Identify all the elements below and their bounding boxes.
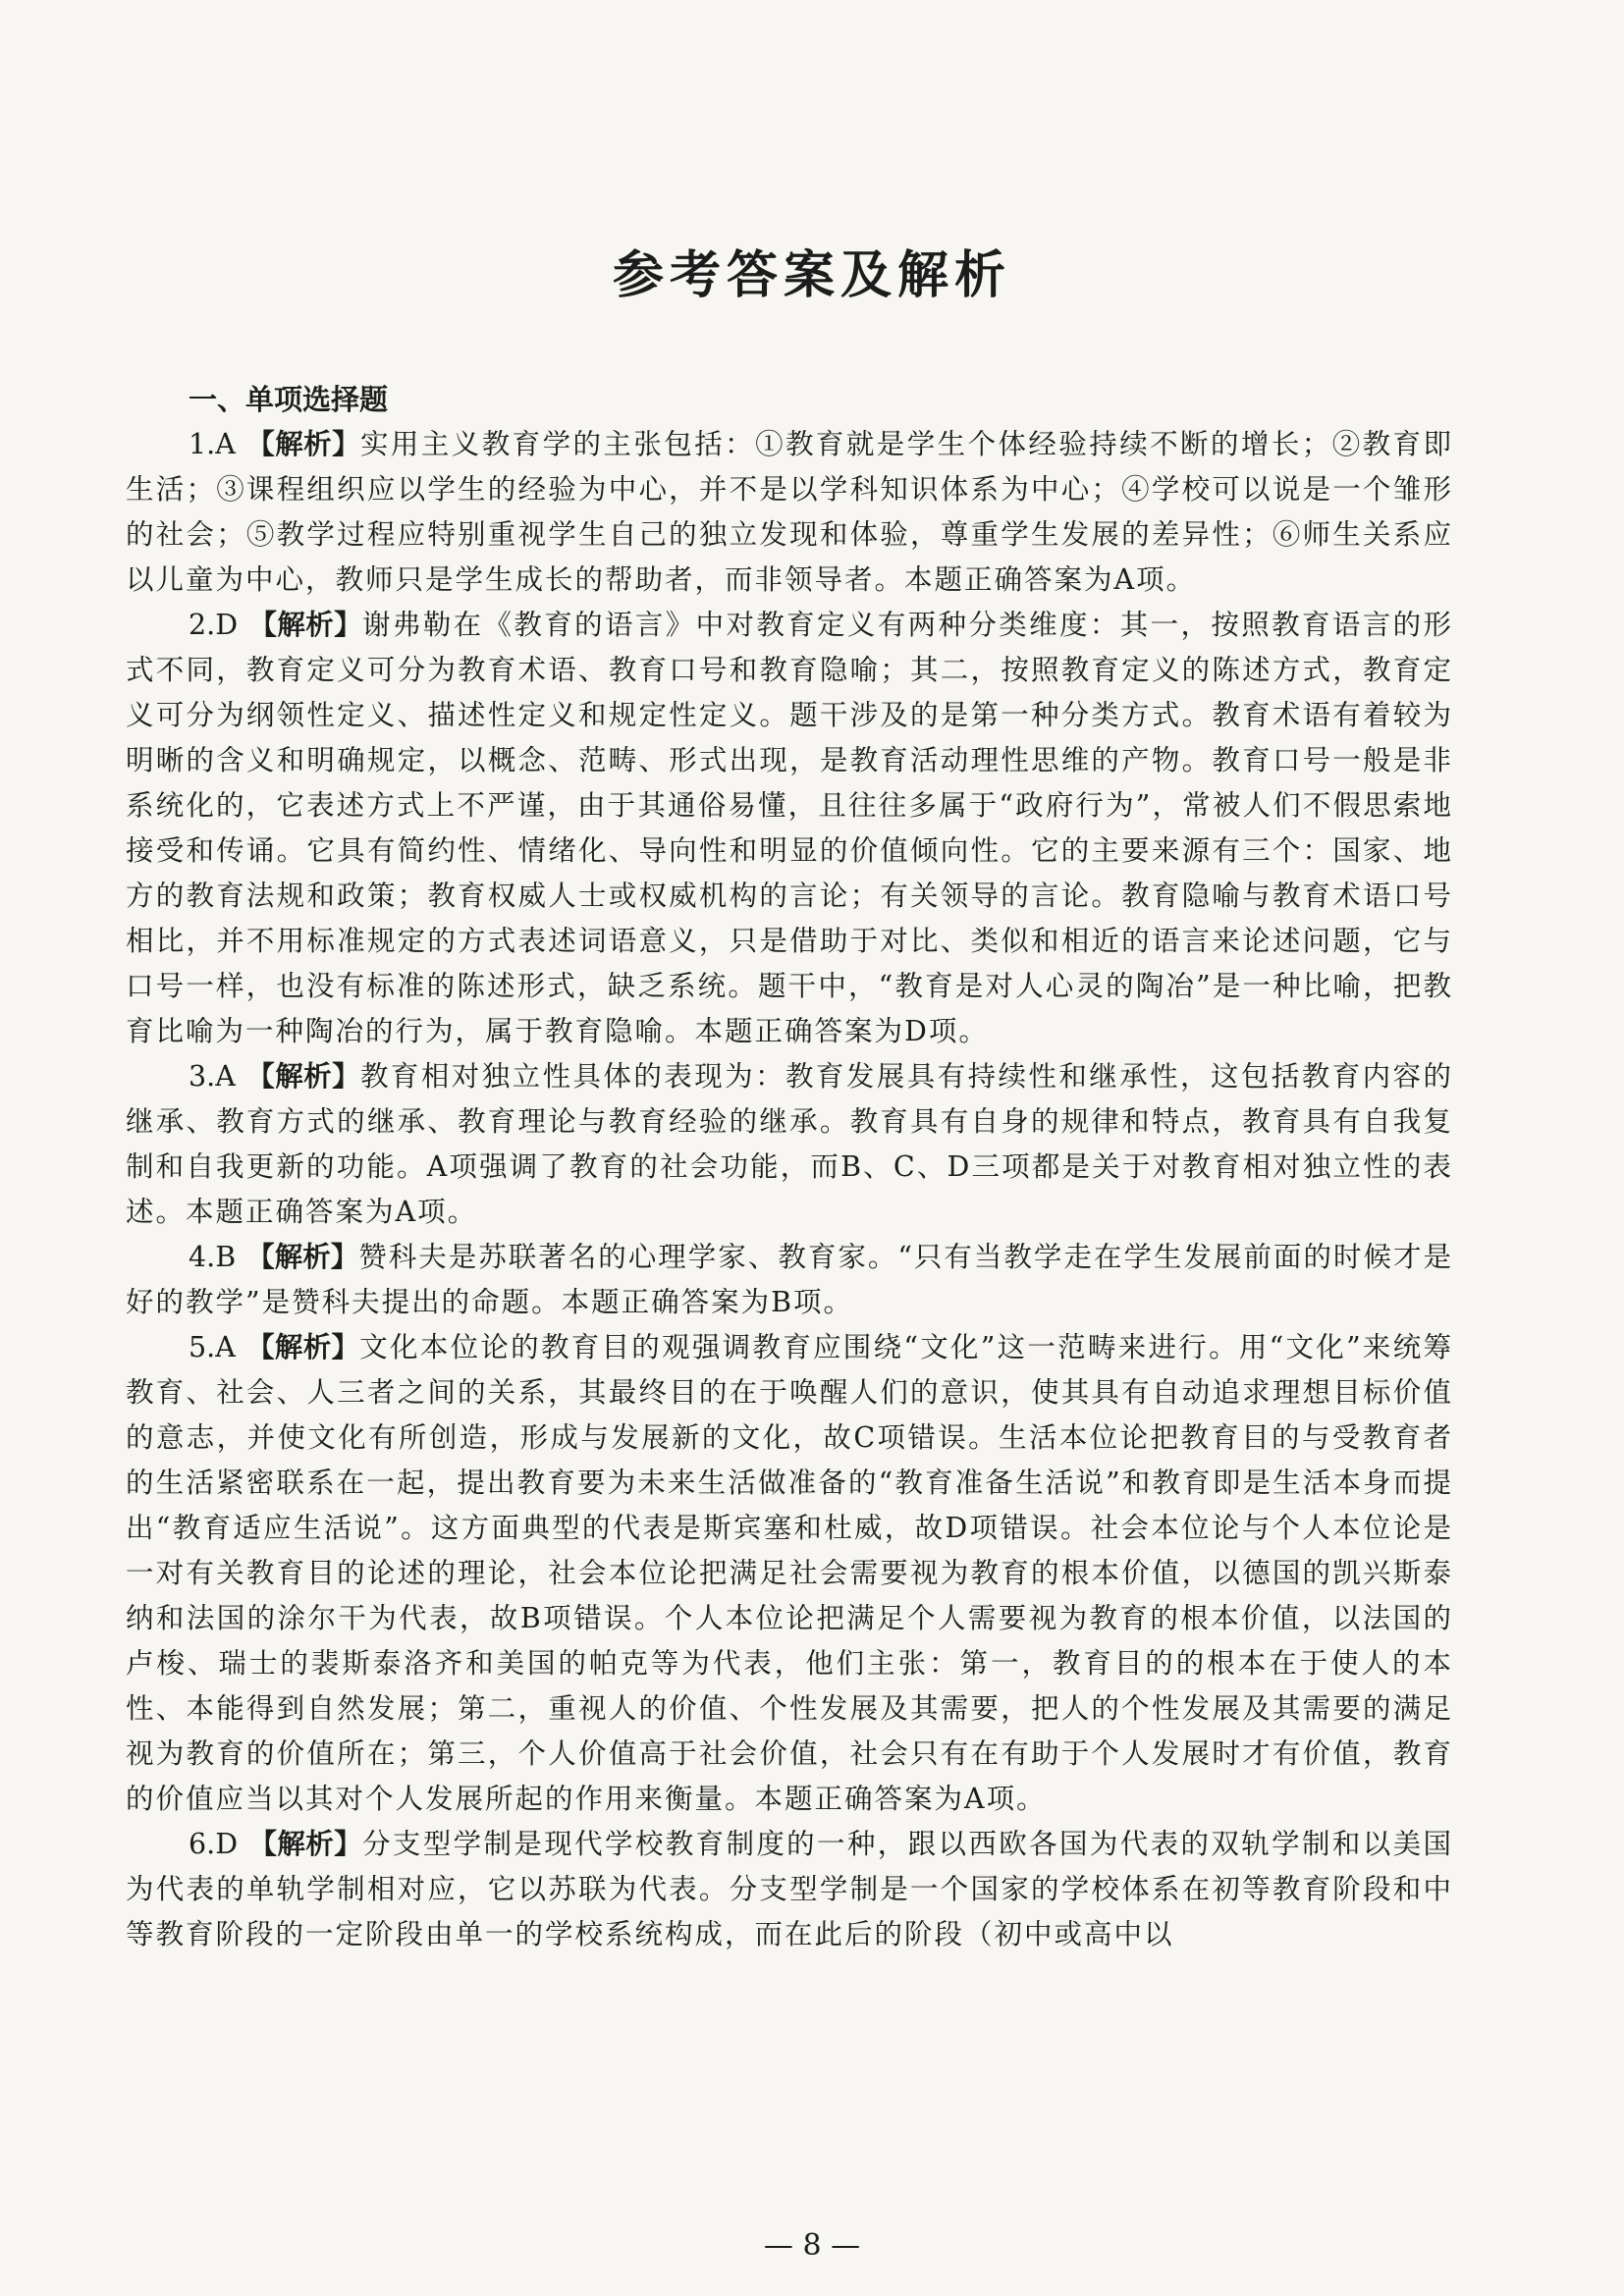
answer-item-6 <box>126 1822 1453 1957</box>
answer-item-1 <box>126 422 1453 603</box>
answer-item-4 <box>126 1235 1453 1325</box>
answer-item-3 <box>126 1054 1453 1235</box>
answer-text: 谢弗勒在《教育的语言》中对教育定义有两种分类维度：其一，按照教育语言的形式不同，教育定义可分为教育术语、教育口号和教育隐喻；其二，按照教育定义的陈述方式，教育定义可分为纲领性定义、描述性定义和规定性定义。题干涉及的是第一种分类方式。教育术语有着较为明晰的含义和明确规定，以概念、范畴、形式出现，是教育活动理性思维的产物。教育口号一般是非系统化的，它表述方式上不严谨，由于其通俗易懂，且往往多属于“政府行为”，常被人们不假思索地接受和传诵。它具有简约性、情绪化、导向性和明显的价值倾向性。它的主要来源有三个：国家、地方的教育法规和政策；教育权威人士或权威机构的言论；有关领导的言论。教育隐喻与教育术语口号相比，并不用标准规定的方式表述词语意义，只是借助于对比、类似和相近的语言来论述问题，它与口号一样，也没有标准的陈述形式，缺乏系统。题干中，“教育是对人心灵的陶冶”是一种比喻，把教育比喻为一种陶冶的行为，属于教育隐喻。本题正确答案为D项。 <box>126 609 1453 1047</box>
answer-number: 5.A <box>189 1331 236 1363</box>
answer-section <box>126 377 1453 1957</box>
answer-number: 6.D <box>189 1828 239 1860</box>
answer-text: 分支型学制是现代学校教育制度的一种，跟以西欧各国为代表的双轨学制和以美国为代表的单轨学制相对应，它以苏联为代表。分支型学制是一个国家的学校体系在初等教育阶段和中等教育阶段的一定阶段由单一的学校系统构成，而在此后的阶段（初中或高中以 <box>126 1828 1453 1950</box>
answer-text: 文化本位论的教育目的观强调教育应围绕“文化”这一范畴来进行。用“文化”来统筹教育、社会、人三者之间的关系，其最终目的在于唤醒人们的意识，使其具有自动追求理想目标价值的意志，并使文化有所创造，形成与发展新的文化，故C项错误。生活本位论把教育目的与受教育者的生活紧密联系在一起，提出教育要为未来生活做准备的“教育准备生活说”和教育即是生活本身而提出“教育适应生活说”。这方面典型的代表是斯宾塞和杜威，故D项错误。社会本位论与个人本位论是一对有关教育目的论述的理论，社会本位论把满足社会需要视为教育的根本价值，以德国的凯兴斯泰纳和法国的涂尔干为代表，故B项错误。个人本位论把满足个人需要视为教育的根本价值，以法国的卢梭、瑞士的裴斯泰洛齐和美国的帕克等为代表，他们主张：第一，教育目的的根本在于使人的本性、本能得到自然发展；第二，重视人的价值、个性发展及其需要，把人的个性发展及其需要的满足视为教育的价值所在；第三，个人价值高于社会价值，社会只有在有助于个人发展时才有价值，教育的价值应当以其对个人发展所起的作用来衡量。本题正确答案为A项。 <box>126 1331 1453 1815</box>
answer-item-2 <box>126 603 1453 1054</box>
answer-text: 实用主义教育学的主张包括：①教育就是学生个体经验持续不断的增长；②教育即生活；③课程组织应以学生的经验为中心，并不是以学科知识体系为中心；④学校可以说是一个雏形的社会；⑤教学过程应特别重视学生自己的独立发现和体验，尊重学生发展的差异性；⑥师生关系应以儿童为中心，教师只是学生成长的帮助者，而非领导者。本题正确答案为A项。 <box>126 428 1453 596</box>
analysis-tag: 【解析】 <box>248 1828 362 1860</box>
answer-text: 赞科夫是苏联著名的心理学家、教育家。“只有当教学走在学生发展前面的时候才是好的教学”是赞科夫提出的命题。本题正确答案为B项。 <box>126 1241 1454 1318</box>
answer-number: 3.A <box>189 1060 236 1093</box>
answer-item-5 <box>126 1325 1453 1822</box>
section-heading: 一、单项选择题 <box>189 383 389 416</box>
analysis-tag: 【解析】 <box>246 1331 360 1363</box>
page-number: — 8 — <box>763 2228 861 2263</box>
answer-text: 教育相对独立性具体的表现为：教育发展具有持续性和继承性，这包括教育内容的继承、教育方式的继承、教育理论与教育经验的继承。教育具有自身的规律和特点，教育具有自我复制和自我更新的功能。A项强调了教育的社会功能，而B、C、D三项都是关于对教育相对独立性的表述。本题正确答案为A项。 <box>126 1060 1453 1228</box>
answer-number: 2.D <box>189 609 239 641</box>
analysis-tag: 【解析】 <box>248 609 362 641</box>
answer-number: 1.A <box>189 428 236 460</box>
page-title: 参考答案及解析 <box>612 246 1011 305</box>
analysis-tag: 【解析】 <box>246 1060 360 1093</box>
answer-number: 4.B <box>189 1241 237 1273</box>
analysis-tag: 【解析】 <box>246 1241 359 1273</box>
analysis-tag: 【解析】 <box>246 428 360 460</box>
